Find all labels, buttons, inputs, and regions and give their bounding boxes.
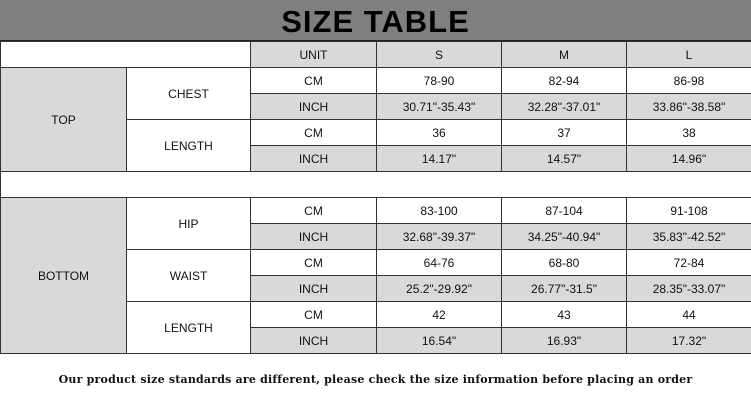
value-cell: 30.71"-35.43"	[377, 94, 502, 120]
value-cell: 36	[377, 120, 502, 146]
value-cell: 35.83"-42.52"	[627, 224, 751, 250]
header-blank-cell	[1, 42, 251, 68]
value-cell: 14.17"	[377, 146, 502, 172]
value-cell: 44	[627, 302, 751, 328]
table-row	[1, 68, 751, 94]
value-cell: 68-80	[502, 250, 627, 276]
header-size-s: S	[377, 42, 502, 68]
value-cell: 16.54"	[377, 328, 502, 354]
measure-label-waist: WAIST	[127, 250, 251, 302]
value-cell: 82-94	[502, 68, 627, 94]
size-notice: Our product size standards are different, please check the size information before placing an order	[0, 353, 751, 406]
size-table	[0, 41, 751, 354]
unit-cell: CM	[251, 198, 377, 224]
unit-cell: CM	[251, 250, 377, 276]
value-cell: 72-84	[627, 250, 751, 276]
value-cell: 32.28"-37.01"	[502, 94, 627, 120]
value-cell: 26.77"-31.5"	[502, 276, 627, 302]
value-cell: 14.57"	[502, 146, 627, 172]
measure-label-hip: HIP	[127, 198, 251, 250]
header-unit: UNIT	[251, 42, 377, 68]
value-cell: 33.86"-38.58"	[627, 94, 751, 120]
value-cell: 28.35"-33.07"	[627, 276, 751, 302]
section-label-bottom: BOTTOM	[1, 198, 127, 354]
spacer-cell	[1, 172, 751, 198]
unit-cell: CM	[251, 68, 377, 94]
value-cell: 42	[377, 302, 502, 328]
value-cell: 37	[502, 120, 627, 146]
value-cell: 78-90	[377, 68, 502, 94]
measure-label-length: LENGTH	[127, 302, 251, 354]
unit-cell: INCH	[251, 146, 377, 172]
section-label-top: TOP	[1, 68, 127, 172]
page-title: SIZE TABLE	[0, 0, 751, 41]
unit-cell: INCH	[251, 94, 377, 120]
value-cell: 64-76	[377, 250, 502, 276]
value-cell: 25.2"-29.92"	[377, 276, 502, 302]
header-size-m: M	[502, 42, 627, 68]
table-row	[1, 198, 751, 224]
value-cell: 16.93"	[502, 328, 627, 354]
value-cell: 17.32"	[627, 328, 751, 354]
measure-label-length: LENGTH	[127, 120, 251, 172]
header-row	[1, 42, 751, 68]
unit-cell: INCH	[251, 224, 377, 250]
measure-label-chest: CHEST	[127, 68, 251, 120]
value-cell: 14.96"	[627, 146, 751, 172]
unit-cell: CM	[251, 302, 377, 328]
unit-cell: INCH	[251, 328, 377, 354]
value-cell: 87-104	[502, 198, 627, 224]
value-cell: 91-108	[627, 198, 751, 224]
value-cell: 43	[502, 302, 627, 328]
spacer-row	[1, 172, 751, 198]
header-size-l: L	[627, 42, 751, 68]
value-cell: 86-98	[627, 68, 751, 94]
value-cell: 32.68"-39.37"	[377, 224, 502, 250]
unit-cell: CM	[251, 120, 377, 146]
unit-cell: INCH	[251, 276, 377, 302]
value-cell: 83-100	[377, 198, 502, 224]
value-cell: 38	[627, 120, 751, 146]
value-cell: 34.25"-40.94"	[502, 224, 627, 250]
